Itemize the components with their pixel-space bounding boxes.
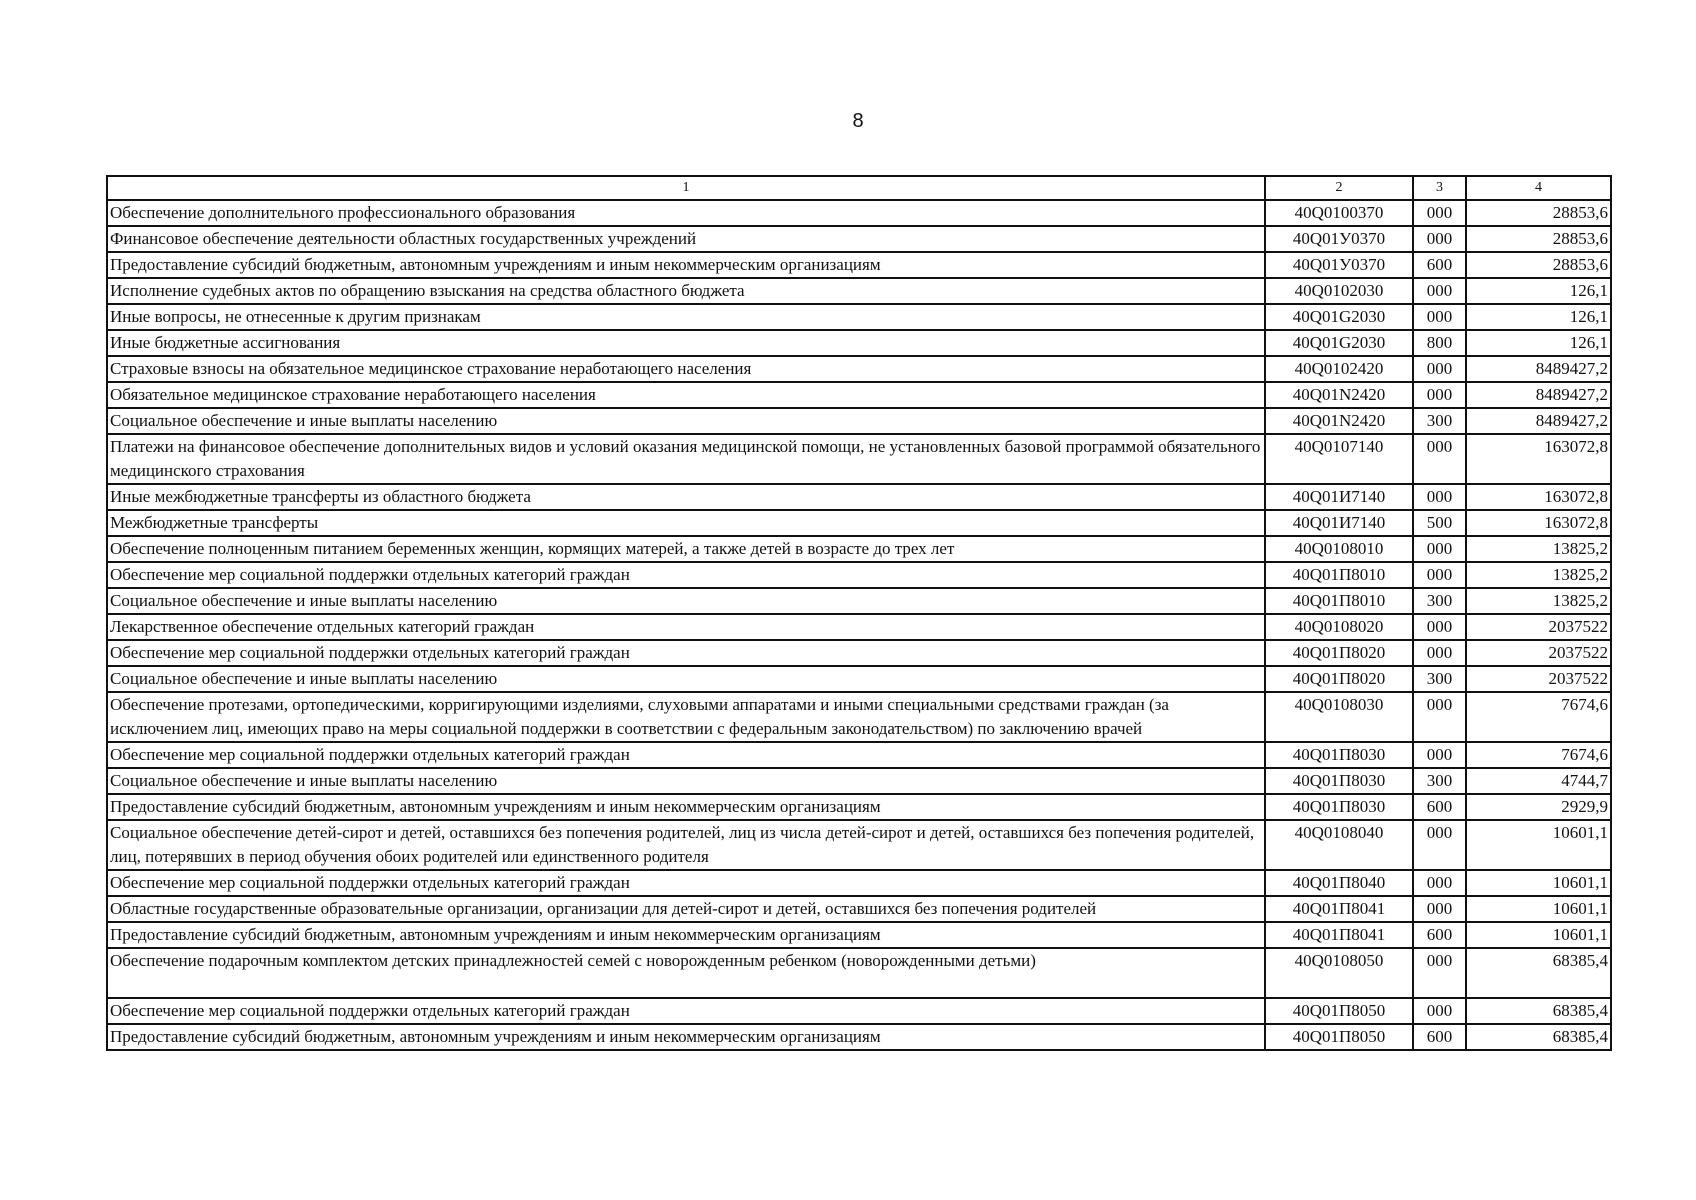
row-name: Предоставление субсидий бюджетным, автономным учреждениям и иным некоммерческим организациям [107,252,1265,278]
row-name: Обеспечение мер социальной поддержки отдельных категорий граждан [107,870,1265,896]
row-sum: 10601,1 [1466,896,1611,922]
table-row [107,252,1611,278]
row-sum: 7674,6 [1466,742,1611,768]
row-code: 40Q01П8030 [1265,742,1413,768]
row-type: 600 [1413,794,1466,820]
row-type: 000 [1413,484,1466,510]
row-code: 40Q0108040 [1265,820,1413,870]
row-name: Обеспечение подарочным комплектом детских принадлежностей семей с новорожденным ребенком (новорожденными детьми) [107,948,1265,998]
row-type: 800 [1413,330,1466,356]
row-name: Исполнение судебных актов по обращению взыскания на средства областного бюджета [107,278,1265,304]
table-row [107,742,1611,768]
table-row [107,870,1611,896]
table-row [107,998,1611,1024]
row-name: Предоставление субсидий бюджетным, автономным учреждениям и иным некоммерческим организациям [107,794,1265,820]
row-sum: 163072,8 [1466,434,1611,484]
table-row [107,434,1611,484]
row-type: 300 [1413,588,1466,614]
row-code: 40Q01П8040 [1265,870,1413,896]
row-sum: 2037522 [1466,614,1611,640]
row-code: 40Q0108050 [1265,948,1413,998]
row-sum: 2929,9 [1466,794,1611,820]
row-sum: 13825,2 [1466,536,1611,562]
row-type: 000 [1413,614,1466,640]
row-code: 40Q01П8041 [1265,922,1413,948]
row-type: 000 [1413,226,1466,252]
table-row [107,510,1611,536]
table-row [107,820,1611,870]
row-name: Обеспечение полноценным питанием беременных женщин, кормящих матерей, а также детей в возрасте до трех лет [107,536,1265,562]
row-name: Финансовое обеспечение деятельности областных государственных учреждений [107,226,1265,252]
column-header-type: 3 [1413,176,1466,200]
row-type: 300 [1413,408,1466,434]
row-sum: 10601,1 [1466,922,1611,948]
row-code: 40Q0100370 [1265,200,1413,226]
row-type: 000 [1413,434,1466,484]
row-type: 000 [1413,536,1466,562]
row-code: 40Q01П8041 [1265,896,1413,922]
row-type: 000 [1413,692,1466,742]
column-header-code: 2 [1265,176,1413,200]
row-sum: 68385,4 [1466,1024,1611,1050]
table-row [107,1024,1611,1050]
row-code: 40Q01П8030 [1265,768,1413,794]
row-sum: 8489427,2 [1466,356,1611,382]
table-row [107,356,1611,382]
header-row [107,176,1611,200]
row-sum: 2037522 [1466,666,1611,692]
row-sum: 2037522 [1466,640,1611,666]
table-row [107,794,1611,820]
row-name: Страховые взносы на обязательное медицинское страхование неработающего населения [107,356,1265,382]
row-code: 40Q01G2030 [1265,330,1413,356]
row-type: 000 [1413,870,1466,896]
table-row [107,330,1611,356]
row-name: Социальное обеспечение и иные выплаты населению [107,768,1265,794]
budget-table [106,175,1612,1051]
table-row [107,614,1611,640]
table-row [107,304,1611,330]
table-row [107,768,1611,794]
row-type: 000 [1413,998,1466,1024]
row-name: Обеспечение мер социальной поддержки отдельных категорий граждан [107,562,1265,588]
row-type: 000 [1413,562,1466,588]
row-type: 600 [1413,252,1466,278]
row-name: Обеспечение мер социальной поддержки отдельных категорий граждан [107,640,1265,666]
row-type: 000 [1413,896,1466,922]
row-type: 000 [1413,820,1466,870]
table-row [107,484,1611,510]
row-code: 40Q01П8050 [1265,1024,1413,1050]
table-row [107,200,1611,226]
row-code: 40Q01П8020 [1265,666,1413,692]
row-type: 000 [1413,640,1466,666]
row-sum: 8489427,2 [1466,408,1611,434]
row-code: 40Q01И7140 [1265,484,1413,510]
row-sum: 126,1 [1466,304,1611,330]
table-row [107,692,1611,742]
page-number: 8 [852,110,864,132]
row-code: 40Q01G2030 [1265,304,1413,330]
table-row [107,948,1611,998]
row-code: 40Q01П8030 [1265,794,1413,820]
row-code: 40Q0102420 [1265,356,1413,382]
table-row [107,226,1611,252]
table-row [107,666,1611,692]
row-name: Платежи на финансовое обеспечение дополнительных видов и условий оказания медицинской помощи, не установленных базовой программой обязательного медицинского страхования [107,434,1265,484]
table-row [107,922,1611,948]
table-row [107,640,1611,666]
row-type: 600 [1413,922,1466,948]
row-name: Межбюджетные трансферты [107,510,1265,536]
row-sum: 68385,4 [1466,998,1611,1024]
row-code: 40Q0108010 [1265,536,1413,562]
row-name: Предоставление субсидий бюджетным, автономным учреждениям и иным некоммерческим организациям [107,922,1265,948]
table-row [107,896,1611,922]
row-sum: 163072,8 [1466,510,1611,536]
row-code: 40Q01N2420 [1265,408,1413,434]
table-row [107,278,1611,304]
row-type: 000 [1413,948,1466,998]
row-code: 40Q01П8010 [1265,588,1413,614]
row-sum: 28853,6 [1466,252,1611,278]
row-code: 40Q0108020 [1265,614,1413,640]
table-row [107,408,1611,434]
row-type: 300 [1413,666,1466,692]
row-name: Социальное обеспечение детей-сирот и детей, оставшихся без попечения родителей, лиц из числа детей-сирот и детей, оставшихся без попечения родителей, лиц, потерявших в период обучения обоих родителей или единственного родителя [107,820,1265,870]
row-type: 000 [1413,200,1466,226]
column-header-name: 1 [107,176,1265,200]
row-code: 40Q01И7140 [1265,510,1413,536]
row-type: 000 [1413,304,1466,330]
row-sum: 28853,6 [1466,200,1611,226]
table-row [107,588,1611,614]
table-row [107,536,1611,562]
row-name: Иные вопросы, не отнесенные к другим признакам [107,304,1265,330]
table-row [107,562,1611,588]
row-sum: 10601,1 [1466,820,1611,870]
row-name: Обеспечение протезами, ортопедическими, корригирующими изделиями, слуховыми аппаратами и иными специальными средствами граждан (за исключением лиц, имеющих право на меры социальной поддержки в соответствии с федеральным законодательством) по заключению врачей [107,692,1265,742]
row-type: 000 [1413,278,1466,304]
row-code: 40Q01П8020 [1265,640,1413,666]
row-type: 000 [1413,742,1466,768]
row-sum: 13825,2 [1466,588,1611,614]
row-code: 40Q01П8050 [1265,998,1413,1024]
row-name: Иные межбюджетные трансферты из областного бюджета [107,484,1265,510]
row-name: Обеспечение мер социальной поддержки отдельных категорий граждан [107,998,1265,1024]
row-type: 000 [1413,382,1466,408]
table-row [107,382,1611,408]
row-type: 300 [1413,768,1466,794]
row-name: Обеспечение мер социальной поддержки отдельных категорий граждан [107,742,1265,768]
row-name: Лекарственное обеспечение отдельных категорий граждан [107,614,1265,640]
row-sum: 126,1 [1466,330,1611,356]
row-code: 40Q0102030 [1265,278,1413,304]
row-sum: 68385,4 [1466,948,1611,998]
row-name: Обязательное медицинское страхование неработающего населения [107,382,1265,408]
row-name: Социальное обеспечение и иные выплаты населению [107,408,1265,434]
row-sum: 163072,8 [1466,484,1611,510]
row-code: 40Q01У0370 [1265,226,1413,252]
row-code: 40Q01У0370 [1265,252,1413,278]
row-code: 40Q01П8010 [1265,562,1413,588]
row-name: Социальное обеспечение и иные выплаты населению [107,666,1265,692]
column-header-sum: 4 [1466,176,1611,200]
row-name: Социальное обеспечение и иные выплаты населению [107,588,1265,614]
row-type: 000 [1413,356,1466,382]
row-name: Предоставление субсидий бюджетным, автономным учреждениям и иным некоммерческим организациям [107,1024,1265,1050]
row-type: 500 [1413,510,1466,536]
row-sum: 4744,7 [1466,768,1611,794]
row-sum: 28853,6 [1466,226,1611,252]
row-sum: 7674,6 [1466,692,1611,742]
row-name: Областные государственные образовательные организации, организации для детей-сирот и детей, оставшихся без попечения родителей [107,896,1265,922]
row-code: 40Q0107140 [1265,434,1413,484]
row-sum: 8489427,2 [1466,382,1611,408]
row-sum: 126,1 [1466,278,1611,304]
row-sum: 10601,1 [1466,870,1611,896]
row-name: Иные бюджетные ассигнования [107,330,1265,356]
row-code: 40Q01N2420 [1265,382,1413,408]
row-name: Обеспечение дополнительного профессионального образования [107,200,1265,226]
row-sum: 13825,2 [1466,562,1611,588]
row-code: 40Q0108030 [1265,692,1413,742]
row-type: 600 [1413,1024,1466,1050]
